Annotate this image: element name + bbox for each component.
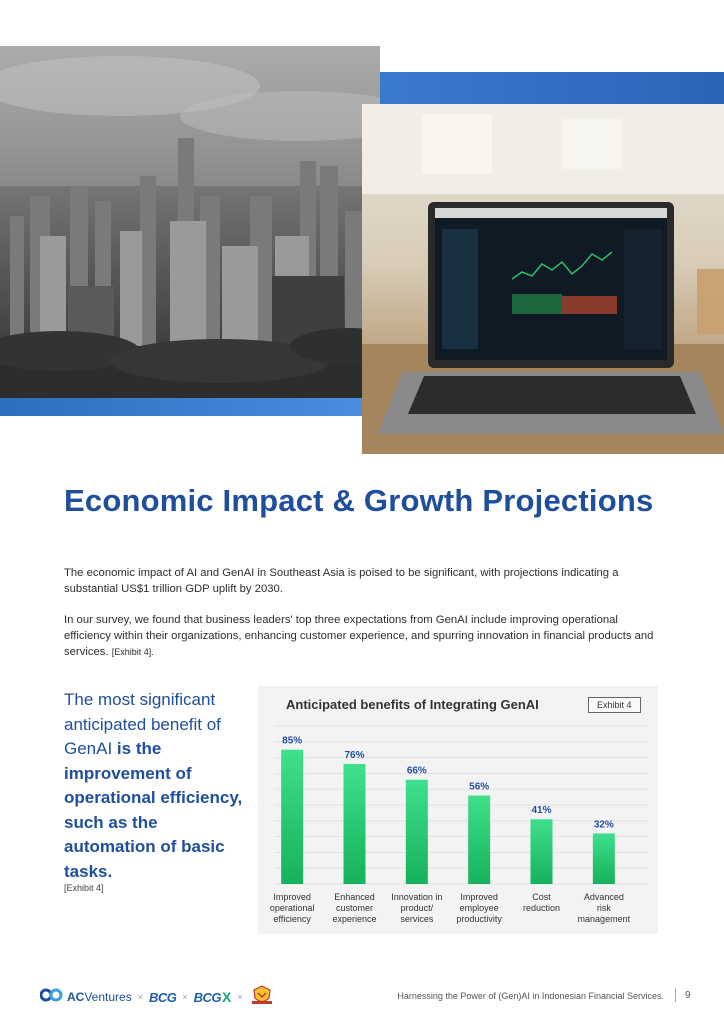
exhibit-badge: Exhibit 4 [588, 697, 641, 713]
laptop-illustration [362, 104, 724, 454]
survey-paragraph [64, 612, 664, 660]
crest-emblem-icon [249, 984, 275, 1011]
chart-bar [531, 819, 553, 884]
chart-value-label: 56% [469, 781, 490, 793]
pull-quote [64, 688, 249, 884]
exhibit-reference: [Exhibit 4]. [111, 647, 154, 657]
chart-value-label: 76% [344, 749, 365, 761]
chart-title: Anticipated benefits of Integrating GenAI [286, 697, 539, 712]
chart-category-label: Advanced risk management [577, 892, 631, 924]
chart-value-label: 66% [406, 765, 427, 777]
chart-category-label: Improved operational efficiency [269, 892, 315, 924]
chart-bar [406, 780, 428, 884]
ac-ventures-mark-icon [40, 988, 64, 1006]
pull-quote-lead: The most significant anticipated benefit of GenAI [64, 690, 221, 758]
footer-document-title: Harnessing the Power of (Gen)AI in Indonesian Financial Services. [397, 991, 664, 1001]
chart-category-label: Improved employee productivity [456, 892, 502, 924]
partner-logos [40, 986, 275, 1008]
bcg-x-logo-x: X [222, 989, 232, 1005]
bar-chart [258, 686, 658, 934]
chart-category-label: Cost reduction [522, 892, 561, 913]
ac-ventures-bold: AC [67, 990, 85, 1004]
times-separator: × [237, 992, 243, 1002]
bcg-logo: BCG [148, 989, 177, 1005]
chart-category-label: Innovation in product/ services [391, 892, 443, 924]
times-separator: × [137, 992, 143, 1002]
decorative-blue-band-bottom [0, 398, 362, 416]
section-heading: Economic Impact & Growth Projections [64, 483, 654, 518]
chart-value-label: 41% [531, 805, 552, 817]
pull-quote-emphasis: is the improvement of operational efficiency, such as the automation of basic tasks. [64, 739, 243, 881]
chart-category-label: Enhanced customer experience [332, 892, 377, 924]
laptop-trading-photo [362, 104, 724, 454]
ac-ventures-logo [40, 988, 132, 1006]
city-skyline-illustration [0, 46, 380, 398]
chart-bar [281, 750, 303, 884]
exhibit-chart-card [258, 686, 658, 934]
intro-paragraph [64, 565, 664, 597]
chart-value-label: 32% [593, 819, 614, 831]
page-number: 9 [685, 990, 691, 1001]
intro-paragraph-text: The economic impact of AI and GenAI in Southeast Asia is poised to be significant, with projections indicating a substantial US$1 trillion GDP uplift by 2030. [64, 567, 619, 595]
city-skyline-photo [0, 46, 380, 398]
bcg-x-logo [194, 989, 232, 1005]
pull-quote-reference: [Exhibit 4] [64, 883, 104, 893]
chart-bar [593, 833, 615, 884]
survey-paragraph-text: In our survey, we found that business leaders' top three expectations from GenAI include improving operational efficiency within their organizations, enhancing customer experience, and spurring innovation in financial products and services. [64, 614, 654, 658]
chart-value-label: 85% [282, 735, 303, 747]
ac-ventures-rest: Ventures [84, 990, 132, 1004]
decorative-blue-band-top [380, 72, 724, 104]
footer-divider [675, 988, 676, 1002]
chart-bar [468, 796, 490, 884]
times-separator: × [182, 992, 188, 1002]
bcg-x-logo-text: BCG [193, 989, 222, 1005]
chart-bar [344, 764, 366, 884]
